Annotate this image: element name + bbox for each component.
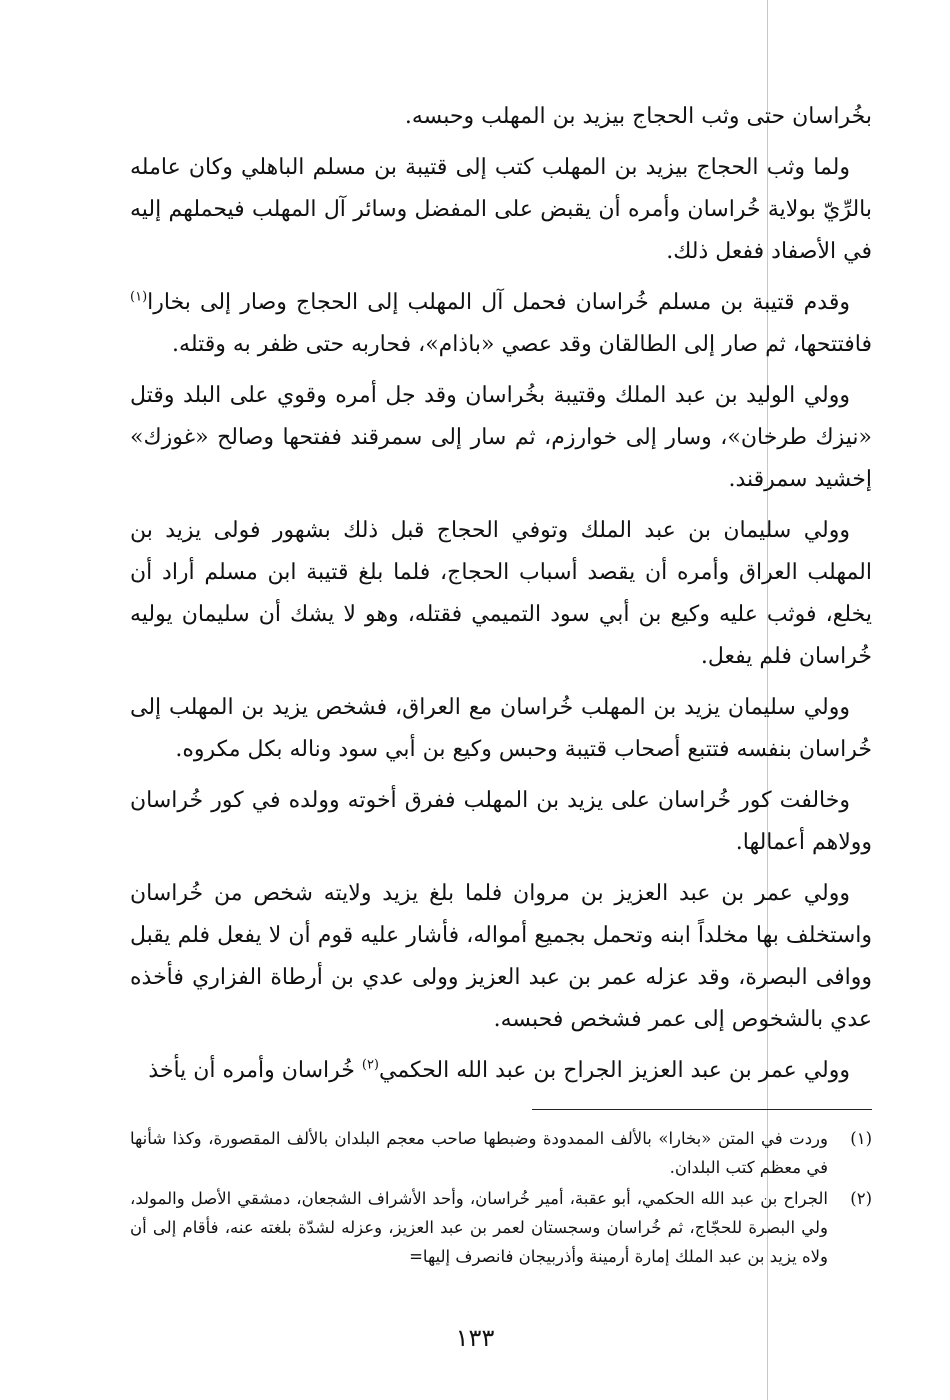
paragraph-6: وولي سليمان يزيد بن المهلب خُراسان مع العراق، فشخص يزيد بن المهلب إلى خُراسان بنفسه فتتبع أصحاب قتيبة وحبس وكيع بن أبي سود وناله بكل مكروه. (130, 695, 872, 762)
paragraph-9 (130, 1050, 872, 1092)
paragraph-7: وخالفت كور خُراسان على يزيد بن المهلب ففرق أخوته وولده في كور خُراسان وولاهم أعمالها. (130, 788, 872, 855)
main-text (130, 96, 872, 1101)
footnote-separator (532, 1109, 872, 1110)
footnote-1 (130, 1124, 872, 1182)
footnote-ref-2[interactable]: (٢) (361, 1057, 379, 1073)
paragraph-2: ولما وثب الحجاج بيزيد بن المهلب كتب إلى قتيبة بن مسلم الباهلي وكان عامله بالرِّيّ بولاية خُراسان وأمره أن يقبض على المفضل وسائر آل المهلب فيحملهم إليه في الأصفاد ففعل ذلك. (130, 155, 872, 264)
paragraph-1: بخُراسان حتى وثب الحجاج بيزيد بن المهلب وحبسه. (404, 104, 872, 129)
footnote-text: وردت في المتن «بخارا» بالألف الممدودة وضبطها صاحب معجم البلدان بالألف المقصورة، وكذا شأنها في معظم كتب البلدان. (130, 1129, 828, 1177)
footnote-ref-1[interactable]: (١) (130, 289, 148, 305)
page-number: ١٣٣ (455, 1324, 495, 1352)
footnote-2 (130, 1184, 872, 1271)
paragraph-9-tail: خُراسان وأمره أن يأخذ (148, 1058, 362, 1083)
footnotes (130, 1124, 872, 1273)
paragraph-3 (130, 282, 872, 366)
footnote-number: (١) (850, 1129, 872, 1148)
paragraph-9-text: وولي عمر بن عبد العزيز الجراح بن عبد الله الحكمي (379, 1058, 850, 1083)
paragraph-4: وولي الوليد بن عبد الملك وقتيبة بخُراسان وقد جل أمره وقوي على البلد وقتل «نيزك طرخان»، وسار إلى خوارزم، ثم سار إلى سمرقند ففتحها وصالح «غوزك» إخشيد سمرقند. (130, 383, 872, 492)
footnote-text: الجراح بن عبد الله الحكمي، أبو عقبة، أمير خُراسان، وأحد الأشراف الشجعان، دمشقي الأصل والمولد، ولي البصرة للحجّاج، ثم خُراسان وسجستان لعمر بن عبد العزيز، وعزله لشدّة بلغته عنه، فأقام إلى أن ولاه يزيد بن عبد الملك إمارة أرمينة وأذربيجان فانصرف إليها= (130, 1189, 828, 1266)
paragraph-5: وولي سليمان بن عبد الملك وتوفي الحجاج قبل ذلك بشهور فولى يزيد بن المهلب العراق وأمره أن يقصد أسباب الحجاج، فلما بلغ قتيبة ابن مسلم أراد أن يخلع، فوثب عليه وكيع بن أبي سود التميمي فقتله، وهو لا يشك أن سليمان يوليه خُراسان فلم يفعل. (130, 518, 872, 669)
paragraph-3-tail: فافتتحها، ثم صار إلى الطالقان وقد عصي «باذام»، فحاربه حتى ظفر به وقتله. (172, 332, 872, 357)
footnote-number: (٢) (850, 1189, 872, 1208)
paragraph-3-text: وقدم قتيبة بن مسلم خُراسان فحمل آل المهلب إلى الحجاج وصار إلى بخارا (147, 290, 850, 315)
paragraph-8: وولي عمر بن عبد العزيز بن مروان فلما بلغ يزيد ولايته شخص من خُراسان واستخلف بها مخلداً ابنه وتحمل بجميع أمواله، فأشار عليه قوم أن لا يفعل فلم يقبل ووافى البصرة، وقد عزله عمر بن عبد العزيز وولى عدي بن أرطاة الفزاري فأخذه عدي بالشخوص إلى عمر فشخص فحبسه. (130, 881, 872, 1032)
